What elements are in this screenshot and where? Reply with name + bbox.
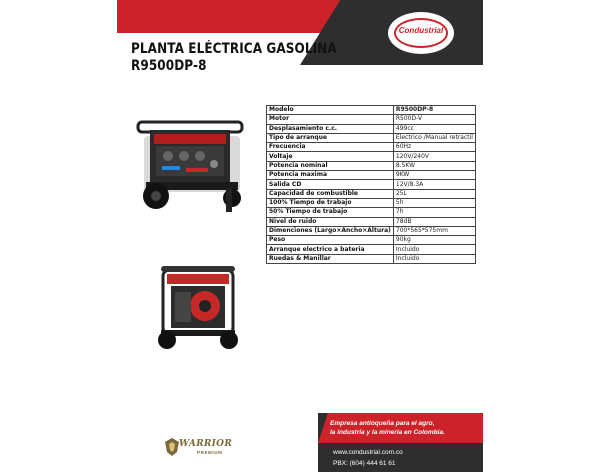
spec-row bbox=[267, 217, 476, 226]
spec-row bbox=[267, 180, 476, 189]
spec-value: 5h bbox=[393, 198, 475, 207]
spec-row bbox=[267, 143, 476, 152]
spec-row bbox=[267, 226, 476, 235]
spec-label: Modelo bbox=[267, 106, 394, 115]
spec-label: Frecuencia bbox=[267, 143, 394, 152]
spec-value: 25L bbox=[393, 189, 475, 198]
spec-value: Incluido bbox=[393, 245, 475, 254]
spec-row bbox=[267, 106, 476, 115]
warrior-emblem-icon bbox=[165, 438, 179, 456]
spec-row bbox=[267, 254, 476, 263]
condustrial-logo bbox=[388, 12, 454, 54]
logo-brand-text: Condustrial bbox=[398, 26, 444, 35]
spec-value: 8.5KW bbox=[393, 161, 475, 170]
spec-row bbox=[267, 115, 476, 124]
spec-label: 100% Tiempo de trabajo bbox=[267, 198, 394, 207]
tagline-line-1: Empresa antioqueña para el agro, bbox=[330, 420, 435, 427]
spec-value: 9KW bbox=[393, 171, 475, 180]
spec-value: R500D-V bbox=[393, 115, 475, 124]
spec-value: 78dB bbox=[393, 217, 475, 226]
spec-label: Desplasamiento c.c. bbox=[267, 124, 394, 133]
spec-row bbox=[267, 208, 476, 217]
spec-label: Arranque electrico a bateria bbox=[267, 245, 394, 254]
spec-row bbox=[267, 245, 476, 254]
title-line-1: PLANTA ELÉCTRICA GASOLINA bbox=[131, 41, 337, 57]
spec-label: Tipo de arranque bbox=[267, 133, 394, 142]
title-line-2: R9500DP-8 bbox=[131, 58, 207, 74]
spec-value: 499cc bbox=[393, 124, 475, 133]
spec-label: Ruedas & Manillar bbox=[267, 254, 394, 263]
spec-label: Capacidad de combustible bbox=[267, 189, 394, 198]
spec-value: 12V/8.3A bbox=[393, 180, 475, 189]
spec-value: 120V/240V bbox=[393, 152, 475, 161]
spec-value: R9500DP-8 bbox=[393, 106, 475, 115]
spec-table bbox=[266, 105, 476, 264]
spec-value: 700*565*575mm bbox=[393, 226, 475, 235]
phone-number: PBX: (604) 444 61 61 bbox=[333, 460, 396, 467]
website-link[interactable]: www.condustrial.com.co bbox=[333, 449, 403, 456]
generator-side-image bbox=[153, 262, 241, 350]
spec-label: Salida CD bbox=[267, 180, 394, 189]
spec-label: Potencia nominal bbox=[267, 161, 394, 170]
spec-row bbox=[267, 124, 476, 133]
spec-label: Potencia maxima bbox=[267, 171, 394, 180]
footer-tagline bbox=[330, 420, 480, 437]
spec-label: 50% Tiempo de trabajo bbox=[267, 208, 394, 217]
spec-value: Electrico /Manual retractil bbox=[393, 133, 475, 142]
warrior-logo-sub: PREMIUM bbox=[197, 450, 223, 455]
spec-label: Peso bbox=[267, 236, 394, 245]
tagline-line-2: la industria y la mineria en Colombia. bbox=[330, 428, 445, 436]
page-title bbox=[131, 41, 337, 75]
spec-row bbox=[267, 152, 476, 161]
spec-row bbox=[267, 171, 476, 180]
spec-value: 90kg bbox=[393, 236, 475, 245]
generator-front-image bbox=[134, 104, 250, 216]
spec-row bbox=[267, 161, 476, 170]
spec-row bbox=[267, 236, 476, 245]
spec-label: Motor bbox=[267, 115, 394, 124]
warrior-premium-logo bbox=[165, 437, 235, 459]
warrior-logo-text: WARRIOR bbox=[179, 439, 233, 449]
spec-label: Voltaje bbox=[267, 152, 394, 161]
spec-label: Dimenciones (Largo×Ancho×Altura) bbox=[267, 226, 394, 235]
spec-label: Nivel de ruido bbox=[267, 217, 394, 226]
spec-value: Incluido bbox=[393, 254, 475, 263]
spec-value: 7h bbox=[393, 208, 475, 217]
spec-row bbox=[267, 189, 476, 198]
spec-row bbox=[267, 133, 476, 142]
spec-value: 60Hz bbox=[393, 143, 475, 152]
spec-row bbox=[267, 198, 476, 207]
